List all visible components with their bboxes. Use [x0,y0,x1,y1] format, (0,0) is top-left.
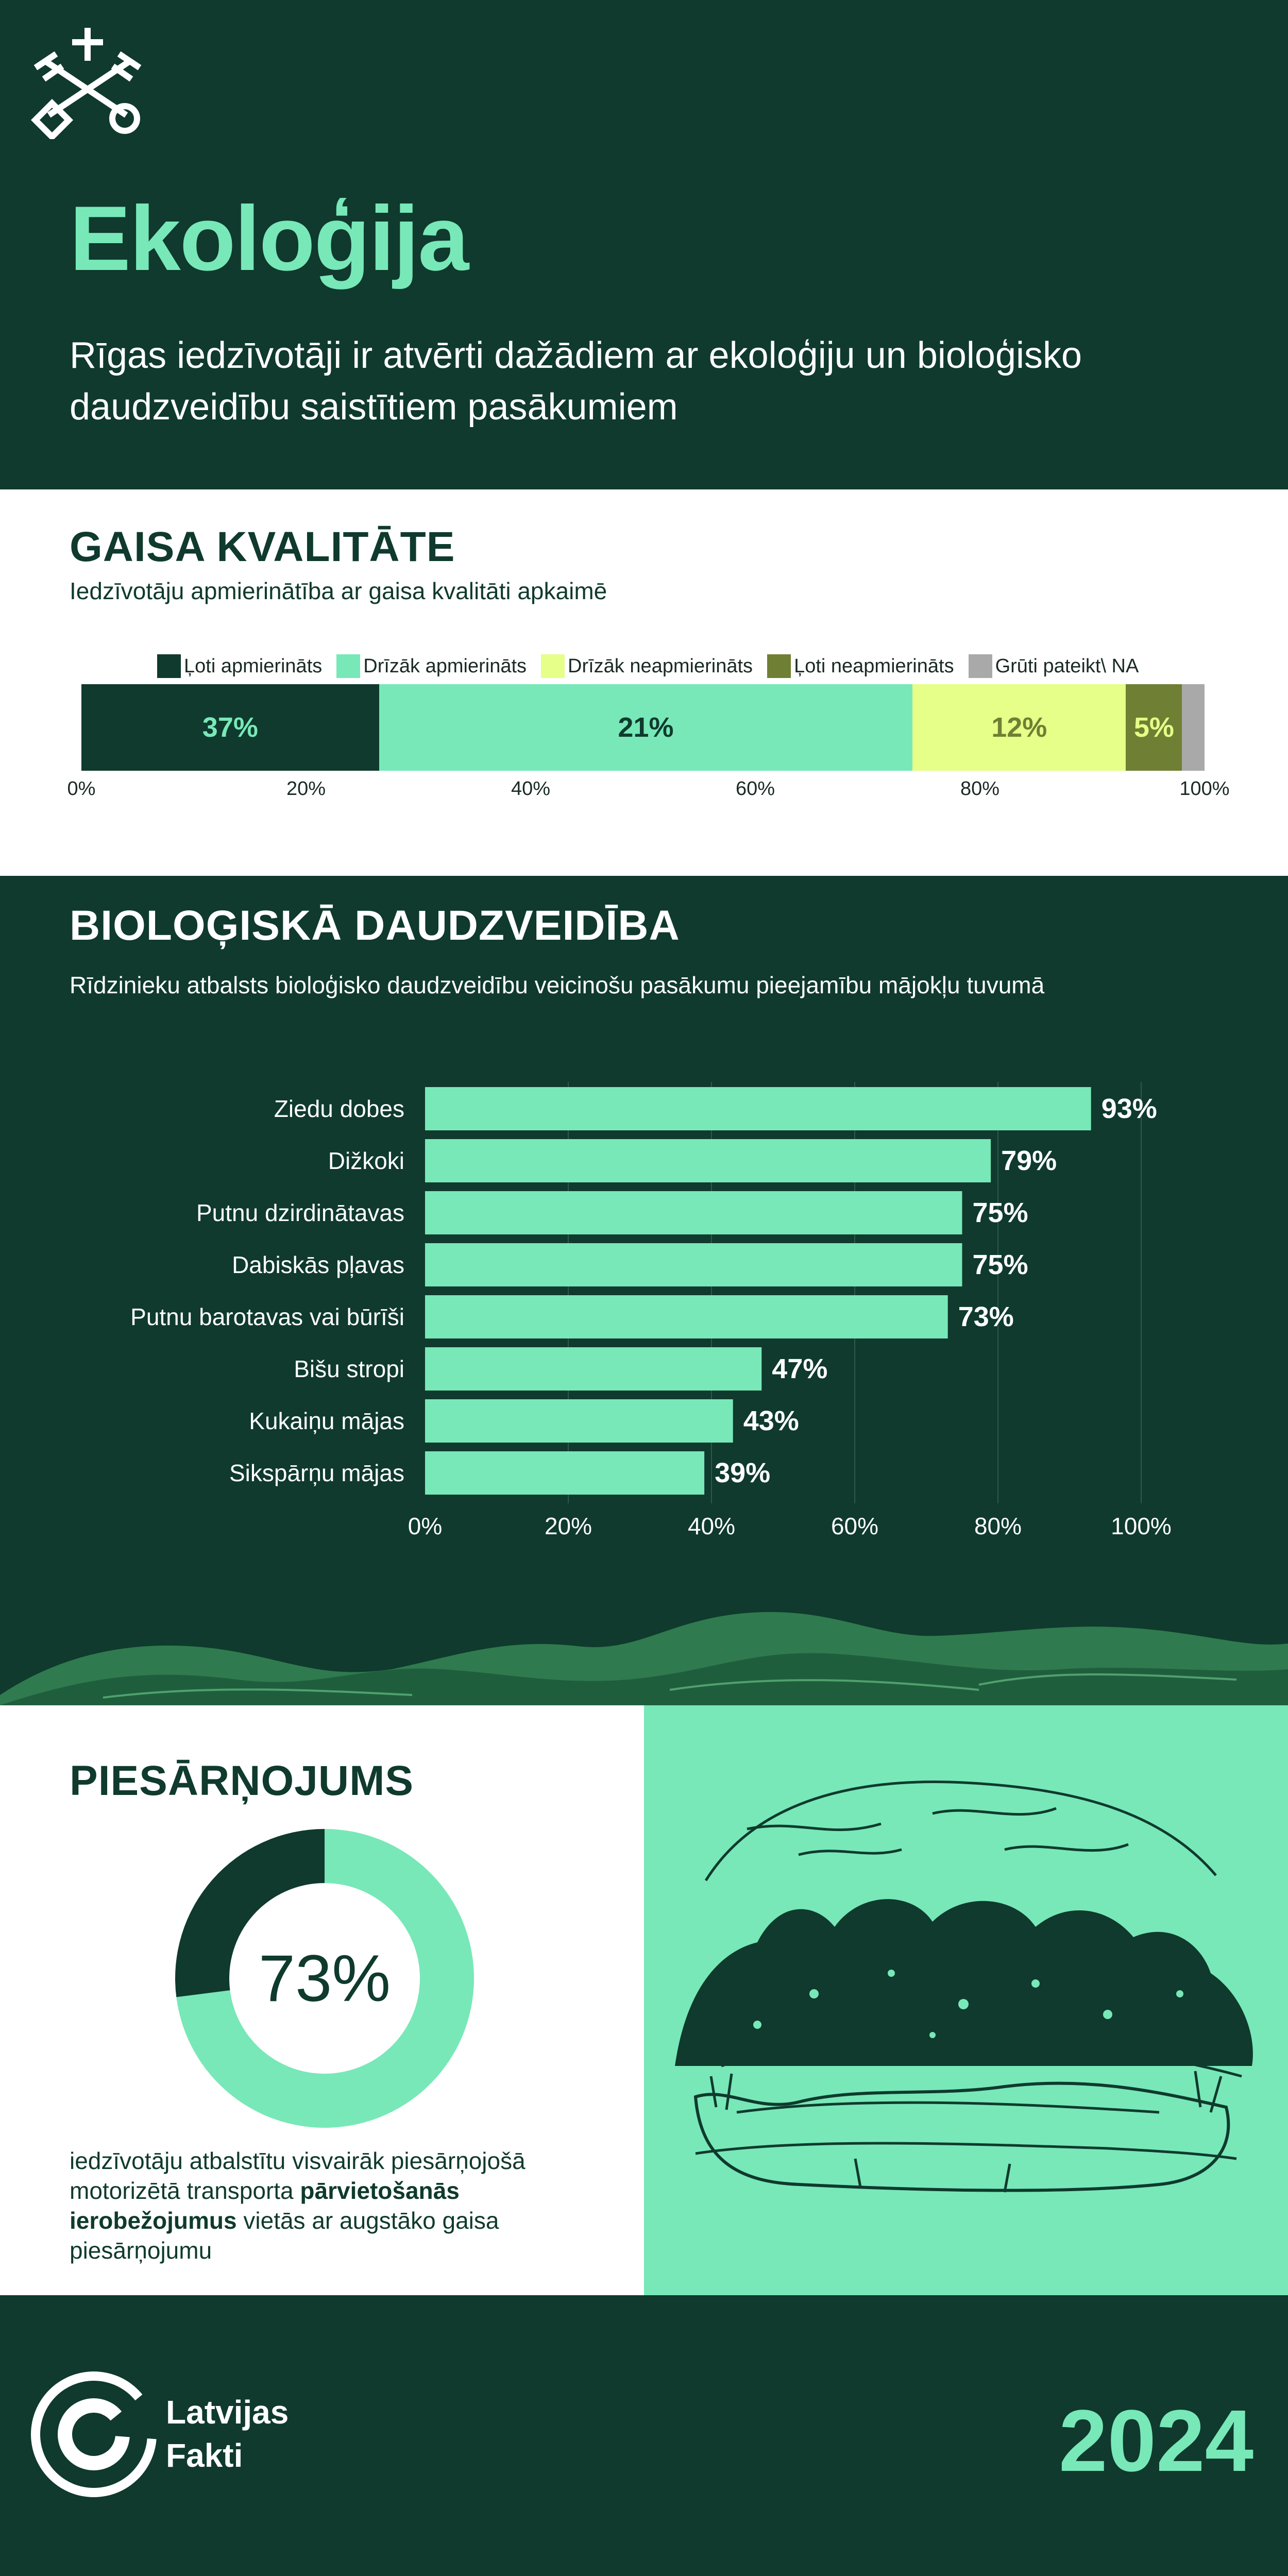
air-legend-label: Ļoti apmierināts [184,655,323,677]
riga-keys-crest-icon [26,26,149,139]
bio-category-label: Putnu barotavas vai būrīši [130,1303,404,1330]
air-legend-label: Ļoti neapmierināts [794,655,954,677]
air-quality-x-axis [67,778,1230,804]
bio-axis-tick: 40% [687,1513,736,1535]
air-legend-item [336,654,527,678]
air-axis-tick: 40% [511,778,551,800]
bio-value-label: 73% [958,1301,1014,1332]
bio-bar [425,1347,761,1391]
air-bar-segment: 21% [379,684,913,771]
bio-value-label: 39% [715,1458,771,1488]
bio-value-label: 43% [743,1405,799,1436]
bio-value-label: 75% [972,1249,1028,1280]
brand-name [166,2391,289,2477]
bio-bar [425,1191,962,1234]
air-legend-swatch [157,654,181,678]
air-legend-swatch [541,654,565,678]
bio-axis-tick: 80% [974,1513,1022,1535]
bio-category-label: Ziedu dobes [274,1095,404,1122]
latvijas-fakti-logo-icon [27,2367,161,2501]
biodiversity-bar-chart [0,1072,1288,1535]
air-bar-segment [1182,684,1205,771]
bio-value-label: 47% [772,1353,828,1384]
bio-axis-tick: 60% [831,1513,879,1535]
air-legend-swatch [767,654,791,678]
bio-category-label: Dabiskās pļavas [232,1251,404,1278]
pollution-text-bold: pārvietošanās ierobežojumus [70,2177,460,2234]
page-subtitle: Rīgas iedzīvotāji ir atvērti dažādiem ar ekoloģiju un bioloģisko daudzveidību saistītiem pasākumiem [70,335,1082,428]
pollution-description [70,2146,611,2265]
lake-landscape-illustration [644,1705,1288,2295]
bio-bar [425,1451,704,1495]
bio-category-label: Kukaiņu mājas [249,1408,404,1434]
air-axis-tick: 80% [960,778,1000,800]
biodiversity-subtitle: Rīdzinieku atbalsts bioloģisko daudzveidību veicinošu pasākumu pieejamību mājokļu tuvumā [70,972,1045,998]
air-axis-tick: 60% [735,778,775,800]
year-label: 2024 [1059,2392,1254,2490]
air-axis-tick: 20% [286,778,326,800]
air-bar-segment: 5% [1126,684,1182,771]
bio-bar [425,1295,948,1338]
bio-value-label: 93% [1101,1093,1157,1124]
hills-illustration [0,1607,1288,1710]
biodiversity-title: BIOLOĢISKĀ DAUDZVEIDĪBA [70,902,680,949]
page-title: Ekoloģija [70,187,468,290]
bio-axis-tick: 100% [1111,1513,1172,1535]
air-legend-swatch [336,654,360,678]
bio-axis-tick: 0% [408,1513,443,1535]
air-legend-item [157,654,322,678]
pollution-donut-value: 73% [258,1941,391,2015]
air-quality-subtitle: Iedzīvotāju apmierinātība ar gaisa kvalitāti apkaimē [70,578,607,604]
air-bar-segment: 37% [81,684,379,771]
air-axis-tick: 100% [1179,778,1230,800]
bio-category-label: Bišu stropi [294,1355,404,1382]
bio-category-label: Sikspārņu mājas [229,1460,404,1486]
pollution-section [0,1705,644,2295]
bio-value-label: 79% [1001,1145,1057,1176]
air-bar-segment: 12% [912,684,1126,771]
air-axis-tick: 0% [67,778,96,800]
brand-line1: Latvijas [166,2394,289,2431]
bio-value-label: 75% [972,1197,1028,1228]
bio-category-label: Dižkoki [328,1147,404,1174]
bio-bar [425,1243,962,1286]
brand-line2: Fakti [166,2437,243,2474]
air-legend-swatch [969,654,992,678]
bio-axis-tick: 20% [544,1513,592,1535]
bio-bar [425,1139,991,1182]
pollution-text-part1: iedzīvotāju atbalstītu visvairāk piesārņojošā motorizētā transporta [70,2147,526,2204]
pollution-text-part2: vietās ar augstāko gaisa piesārņojumu [70,2207,499,2264]
air-legend-label: Drīzāk apmierināts [363,655,527,677]
air-quality-section [0,489,1288,876]
air-legend-label: Drīzāk neapmierināts [568,655,753,677]
bio-category-label: Putnu dzirdinātavas [196,1199,404,1226]
bio-bar [425,1399,733,1443]
air-legend-label: Grūti pateikt\ NA [995,655,1139,677]
air-quality-legend [157,653,1153,679]
air-legend-item [767,654,954,678]
bio-bar [425,1087,1091,1130]
air-quality-stacked-bar [81,684,1205,771]
pollution-title: PIESĀRŅOJUMS [70,1757,414,1804]
air-quality-title: GAISA KVALITĀTE [70,523,455,570]
air-legend-item [541,654,753,678]
air-legend-item [969,654,1139,678]
